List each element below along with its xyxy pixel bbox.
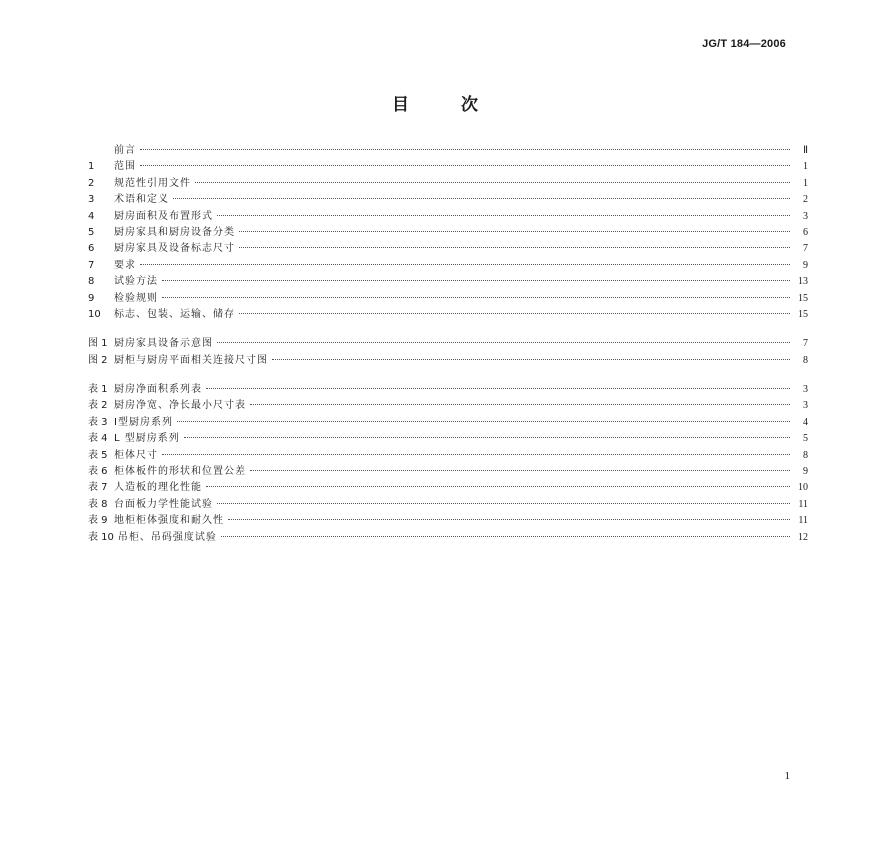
dot-leader xyxy=(272,359,790,360)
page-number: 1 xyxy=(784,770,790,782)
toc-entry-number: 表 1 xyxy=(88,384,108,396)
dot-leader xyxy=(184,437,790,438)
toc-entry-label: 厨柜与厨房平面相关连接尺寸图 xyxy=(114,354,268,366)
toc-entry-page: 7 xyxy=(803,338,808,350)
toc-entry-number: 3 xyxy=(88,194,95,206)
toc-entry-section[interactable] xyxy=(88,258,808,274)
toc-entry-table[interactable] xyxy=(88,415,808,431)
toc-entry-label: 前言 xyxy=(114,145,136,156)
toc-entry-page: 1 xyxy=(803,177,808,189)
toc-entry-section[interactable] xyxy=(88,307,808,323)
dot-leader xyxy=(217,342,790,343)
toc-title xyxy=(0,90,870,115)
toc-entry-number: 8 xyxy=(88,276,95,288)
dot-leader xyxy=(206,486,790,487)
toc-entry-label: 柜体板件的形状和位置公差 xyxy=(114,466,246,478)
toc-entry-table[interactable] xyxy=(88,431,808,447)
standard-code: JG/T 184—2006 xyxy=(702,38,786,50)
dot-leader xyxy=(217,215,790,216)
toc-entry-number: 表 10 xyxy=(88,531,114,543)
dot-leader xyxy=(195,182,790,183)
toc-entry-table[interactable] xyxy=(88,497,808,513)
toc-entry-number: 表 7 xyxy=(88,482,108,494)
toc-entry-page: 8 xyxy=(803,354,808,366)
toc-entry-table[interactable] xyxy=(88,464,808,480)
toc-entry-number: 图 2 xyxy=(88,354,108,366)
toc-entry-section[interactable] xyxy=(88,274,808,290)
toc-title-char-2: 次 xyxy=(461,95,478,115)
toc-entry-label: Ⅰ型厨房系列 xyxy=(114,416,173,428)
toc-entry-figure[interactable] xyxy=(88,336,808,352)
toc-entry-page: 15 xyxy=(798,292,808,304)
toc-entry-number: 7 xyxy=(88,259,95,271)
toc-entry-label: 厨房面积及布置形式 xyxy=(114,210,213,222)
toc-sections xyxy=(88,143,808,323)
toc-figures xyxy=(88,336,808,369)
dot-leader xyxy=(162,297,790,298)
toc-entry-page: 12 xyxy=(798,531,808,543)
toc-entry-label: 地柜柜体强度和耐久性 xyxy=(114,515,224,527)
toc-tables xyxy=(88,382,808,546)
toc-entry-table[interactable] xyxy=(88,530,808,546)
toc-entry-section[interactable] xyxy=(88,291,808,307)
toc-entry-table[interactable] xyxy=(88,513,808,529)
toc-entry-section[interactable] xyxy=(88,143,808,159)
toc-entry-label: 吊柜、吊码强度试验 xyxy=(117,531,217,543)
toc-entry-number: 表 6 xyxy=(88,466,108,478)
toc-entry-number: 6 xyxy=(88,243,95,255)
dot-leader xyxy=(239,247,790,248)
toc-entry-label: 标志、包装、运输、储存 xyxy=(114,308,235,320)
toc-entry-number: 2 xyxy=(88,177,95,189)
toc-entry-section[interactable] xyxy=(88,192,808,208)
toc-entry-label: 厨房家具设备示意图 xyxy=(114,338,213,350)
dot-leader xyxy=(250,404,790,405)
dot-leader xyxy=(162,454,790,455)
toc-entry-page: 1 xyxy=(803,161,808,173)
toc-entry-page: 5 xyxy=(803,433,808,445)
toc-entry-number: 9 xyxy=(88,292,95,304)
dot-leader xyxy=(140,149,790,150)
toc-entry-page: 3 xyxy=(803,384,808,396)
toc-entry-page: 3 xyxy=(803,400,808,412)
toc-entry-number: 图 1 xyxy=(88,338,108,350)
dot-leader xyxy=(177,421,790,422)
toc-entry-number: 5 xyxy=(88,226,95,238)
toc-entry-number: 表 5 xyxy=(88,449,108,461)
toc-entry-number: 表 2 xyxy=(88,400,108,412)
dot-leader xyxy=(140,165,790,166)
toc-entry-label: 柜体尺寸 xyxy=(114,449,158,461)
toc-entry-page: 10 xyxy=(798,482,808,494)
toc-entry-section[interactable] xyxy=(88,159,808,175)
toc-entry-number: 10 xyxy=(88,308,101,320)
toc-entry-page: 8 xyxy=(803,449,808,461)
table-of-contents xyxy=(88,143,808,546)
toc-entry-page: 3 xyxy=(803,210,808,222)
toc-entry-table[interactable] xyxy=(88,448,808,464)
toc-entry-page: 7 xyxy=(803,243,808,255)
dot-leader xyxy=(221,536,790,537)
toc-entry-label: L 型厨房系列 xyxy=(114,433,180,445)
toc-entry-number: 表 8 xyxy=(88,498,108,510)
toc-entry-label: 厨房家具及设备标志尺寸 xyxy=(114,243,235,255)
toc-title-char-1: 目 xyxy=(392,95,409,115)
toc-entry-label: 台面板力学性能试验 xyxy=(114,498,213,510)
toc-entry-table[interactable] xyxy=(88,398,808,414)
toc-entry-table[interactable] xyxy=(88,382,808,398)
toc-entry-label: 检验规则 xyxy=(114,292,158,304)
toc-entry-label: 厨房净宽、净长最小尺寸表 xyxy=(114,400,246,412)
toc-entry-number: 表 4 xyxy=(88,433,108,445)
toc-entry-page: 6 xyxy=(803,226,808,238)
dot-leader xyxy=(217,503,790,504)
toc-entry-page: 2 xyxy=(803,194,808,206)
toc-entry-table[interactable] xyxy=(88,480,808,496)
toc-entry-label: 规范性引用文件 xyxy=(114,177,191,189)
toc-entry-page: Ⅱ xyxy=(803,145,808,156)
toc-entry-page: 11 xyxy=(798,515,808,527)
toc-entry-section[interactable] xyxy=(88,176,808,192)
toc-entry-label: 试验方法 xyxy=(114,276,158,288)
toc-entry-number: 1 xyxy=(88,161,95,173)
dot-leader xyxy=(162,280,790,281)
dot-leader xyxy=(140,264,790,265)
dot-leader xyxy=(250,470,790,471)
toc-entry-label: 人造板的理化性能 xyxy=(114,482,202,494)
dot-leader xyxy=(239,231,790,232)
toc-entry-section[interactable] xyxy=(88,241,808,257)
toc-entry-figure[interactable] xyxy=(88,353,808,369)
dot-leader xyxy=(239,313,790,314)
toc-entry-page: 13 xyxy=(798,276,808,288)
toc-entry-label: 要求 xyxy=(114,259,136,271)
toc-entry-label: 术语和定义 xyxy=(114,194,169,206)
toc-entry-label: 厨房净面积系列表 xyxy=(114,384,202,396)
toc-entry-section[interactable] xyxy=(88,209,808,225)
dot-leader xyxy=(206,388,790,389)
toc-entry-page: 9 xyxy=(803,259,808,271)
toc-entry-number: 表 9 xyxy=(88,515,108,527)
toc-entry-page: 15 xyxy=(798,308,808,320)
toc-entry-page: 11 xyxy=(798,498,808,510)
toc-entry-section[interactable] xyxy=(88,225,808,241)
toc-entry-number: 4 xyxy=(88,210,95,222)
toc-entry-label: 厨房家具和厨房设备分类 xyxy=(114,226,235,238)
toc-entry-page: 4 xyxy=(803,416,808,428)
dot-leader xyxy=(228,519,790,520)
toc-entry-page: 9 xyxy=(803,466,808,478)
toc-entry-label: 范围 xyxy=(114,161,136,173)
dot-leader xyxy=(173,198,790,199)
toc-entry-number: 表 3 xyxy=(88,416,108,428)
